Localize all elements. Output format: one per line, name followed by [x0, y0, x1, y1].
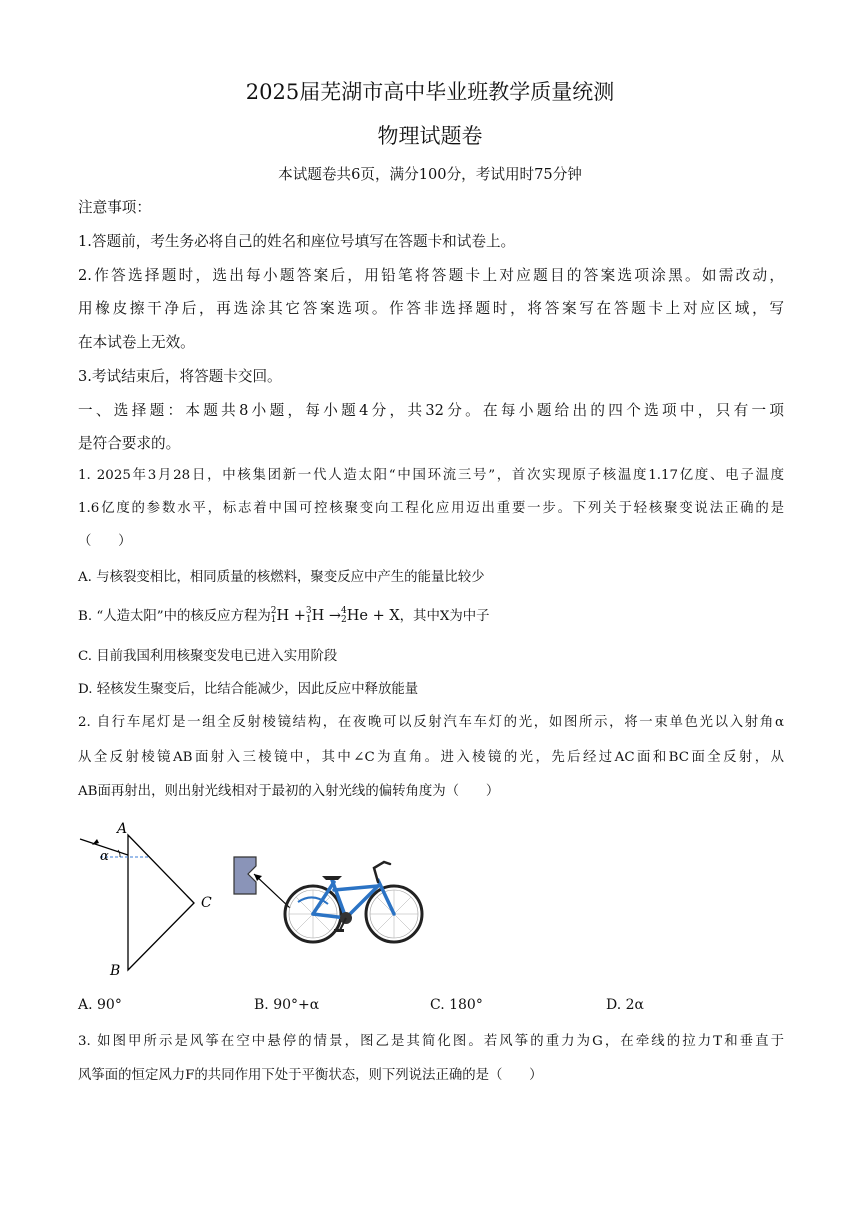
notes-heading: 注意事项： [78, 199, 151, 216]
q1-option-b-prefix: B. “人造太阳”中的核反应方程为 [78, 609, 271, 624]
section-heading-line-2: 是符合要求的。 [78, 435, 181, 452]
q3-stem-line-1: 3. 如图甲所示是风筝在空中悬停的情景，图乙是其简化图。若风筝的重力为G，在牵线的拉力T和垂直于 [78, 1034, 784, 1049]
seat-icon [322, 876, 342, 880]
q1-option-d: D. 轻核发生聚变后，比结合能减少，因此反应中释放能量 [78, 682, 419, 697]
q3-stem-line-2: 风筝面的恒定风力F的共同作用下处于平衡状态，则下列说法正确的是（ ） [78, 1068, 543, 1083]
reaction-equation: 2 1 H + 3 1 H → 4 2 He + X [270, 606, 400, 625]
label-vertex-c: C [201, 895, 212, 911]
right-angle-mark [187, 896, 194, 910]
handlebar-icon [374, 862, 390, 882]
q1-stem-line-1: 1. 2025年3月28日，中核集团新一代人造太阳“中国环流三号”，首次实现原子核温度1.17亿度、电子温度 [78, 468, 784, 483]
prism-figure [74, 815, 224, 985]
bicycle-figure [228, 852, 428, 952]
note-3: 3.考试结束后，将答题卡交回。 [78, 368, 282, 385]
note-2-line-3: 在本试卷上无效。 [78, 334, 195, 351]
q2-option-a: A. 90° [78, 997, 122, 1013]
tail-light-icon [234, 857, 256, 894]
page-subtitle: 物理试题卷 [377, 124, 483, 148]
q2-option-d: D. 2α [606, 997, 644, 1013]
q1-option-a: A. 与核裂变相比，相同质量的核燃料，聚变反应中产生的能量比较少 [78, 570, 485, 585]
page-title: 2025届芜湖市高中毕业班教学质量统测 [245, 80, 615, 104]
note-2-line-2: 用橡皮擦干净后，再选涂其它答案选项。作答非选择题时，将答案写在答题卡上对应区域，写 [78, 300, 784, 317]
q1-stem-line-2: 1.6亿度的参数水平，标志着中国可控核聚变向工程化应用迈出重要一步。下列关于轻核聚变说法正确的是 [78, 501, 784, 516]
q1-stem-line-3: （ ） [78, 534, 132, 549]
q1-option-c: C. 目前我国利用核聚变发电已进入实用阶段 [78, 649, 338, 664]
q1-option-b-suffix: ，其中X为中子 [399, 609, 490, 624]
label-vertex-b: B [110, 963, 121, 979]
section-heading-line-1: 一、选择题：本题共8小题，每小题4分，共32分。在每小题给出的四个选项中，只有一项 [78, 402, 784, 419]
angle-arc [118, 850, 120, 857]
note-1: 1.答题前，考生务必将自己的姓名和座位号填写在答题卡和试卷上。 [78, 233, 516, 250]
note-2-line-1: 2.作答选择题时，选出每小题答案后，用铅笔将答题卡上对应题目的答案选项涂黑。如需改动， [78, 267, 784, 284]
label-alpha: α [100, 849, 109, 864]
q2-stem-line-3: AB面再射出，则出射光线相对于最初的入射光线的偏转角度为（ ） [78, 784, 500, 799]
light-arrow [254, 874, 290, 908]
q2-option-c: C. 180° [430, 997, 483, 1013]
q1-option-b [78, 606, 784, 627]
q2-option-b: B. 90°+α [254, 997, 320, 1013]
bike-frame [313, 880, 394, 918]
label-vertex-a: A [117, 821, 128, 837]
q2-stem-line-1: 2. 自行车尾灯是一组全反射棱镜结构，在夜晚可以反射汽车车灯的光，如图所示，将一束单色光以入射角α [78, 715, 784, 730]
exam-info: 本试题卷共6页，满分100分，考试用时75分钟 [278, 166, 582, 183]
prism-outline [128, 835, 194, 970]
q2-stem-line-2: 从全反射棱镜AB面射入三棱镜中，其中∠C为直角。进入棱镜的光，先后经过AC面和BC面全反射，从 [78, 750, 784, 765]
